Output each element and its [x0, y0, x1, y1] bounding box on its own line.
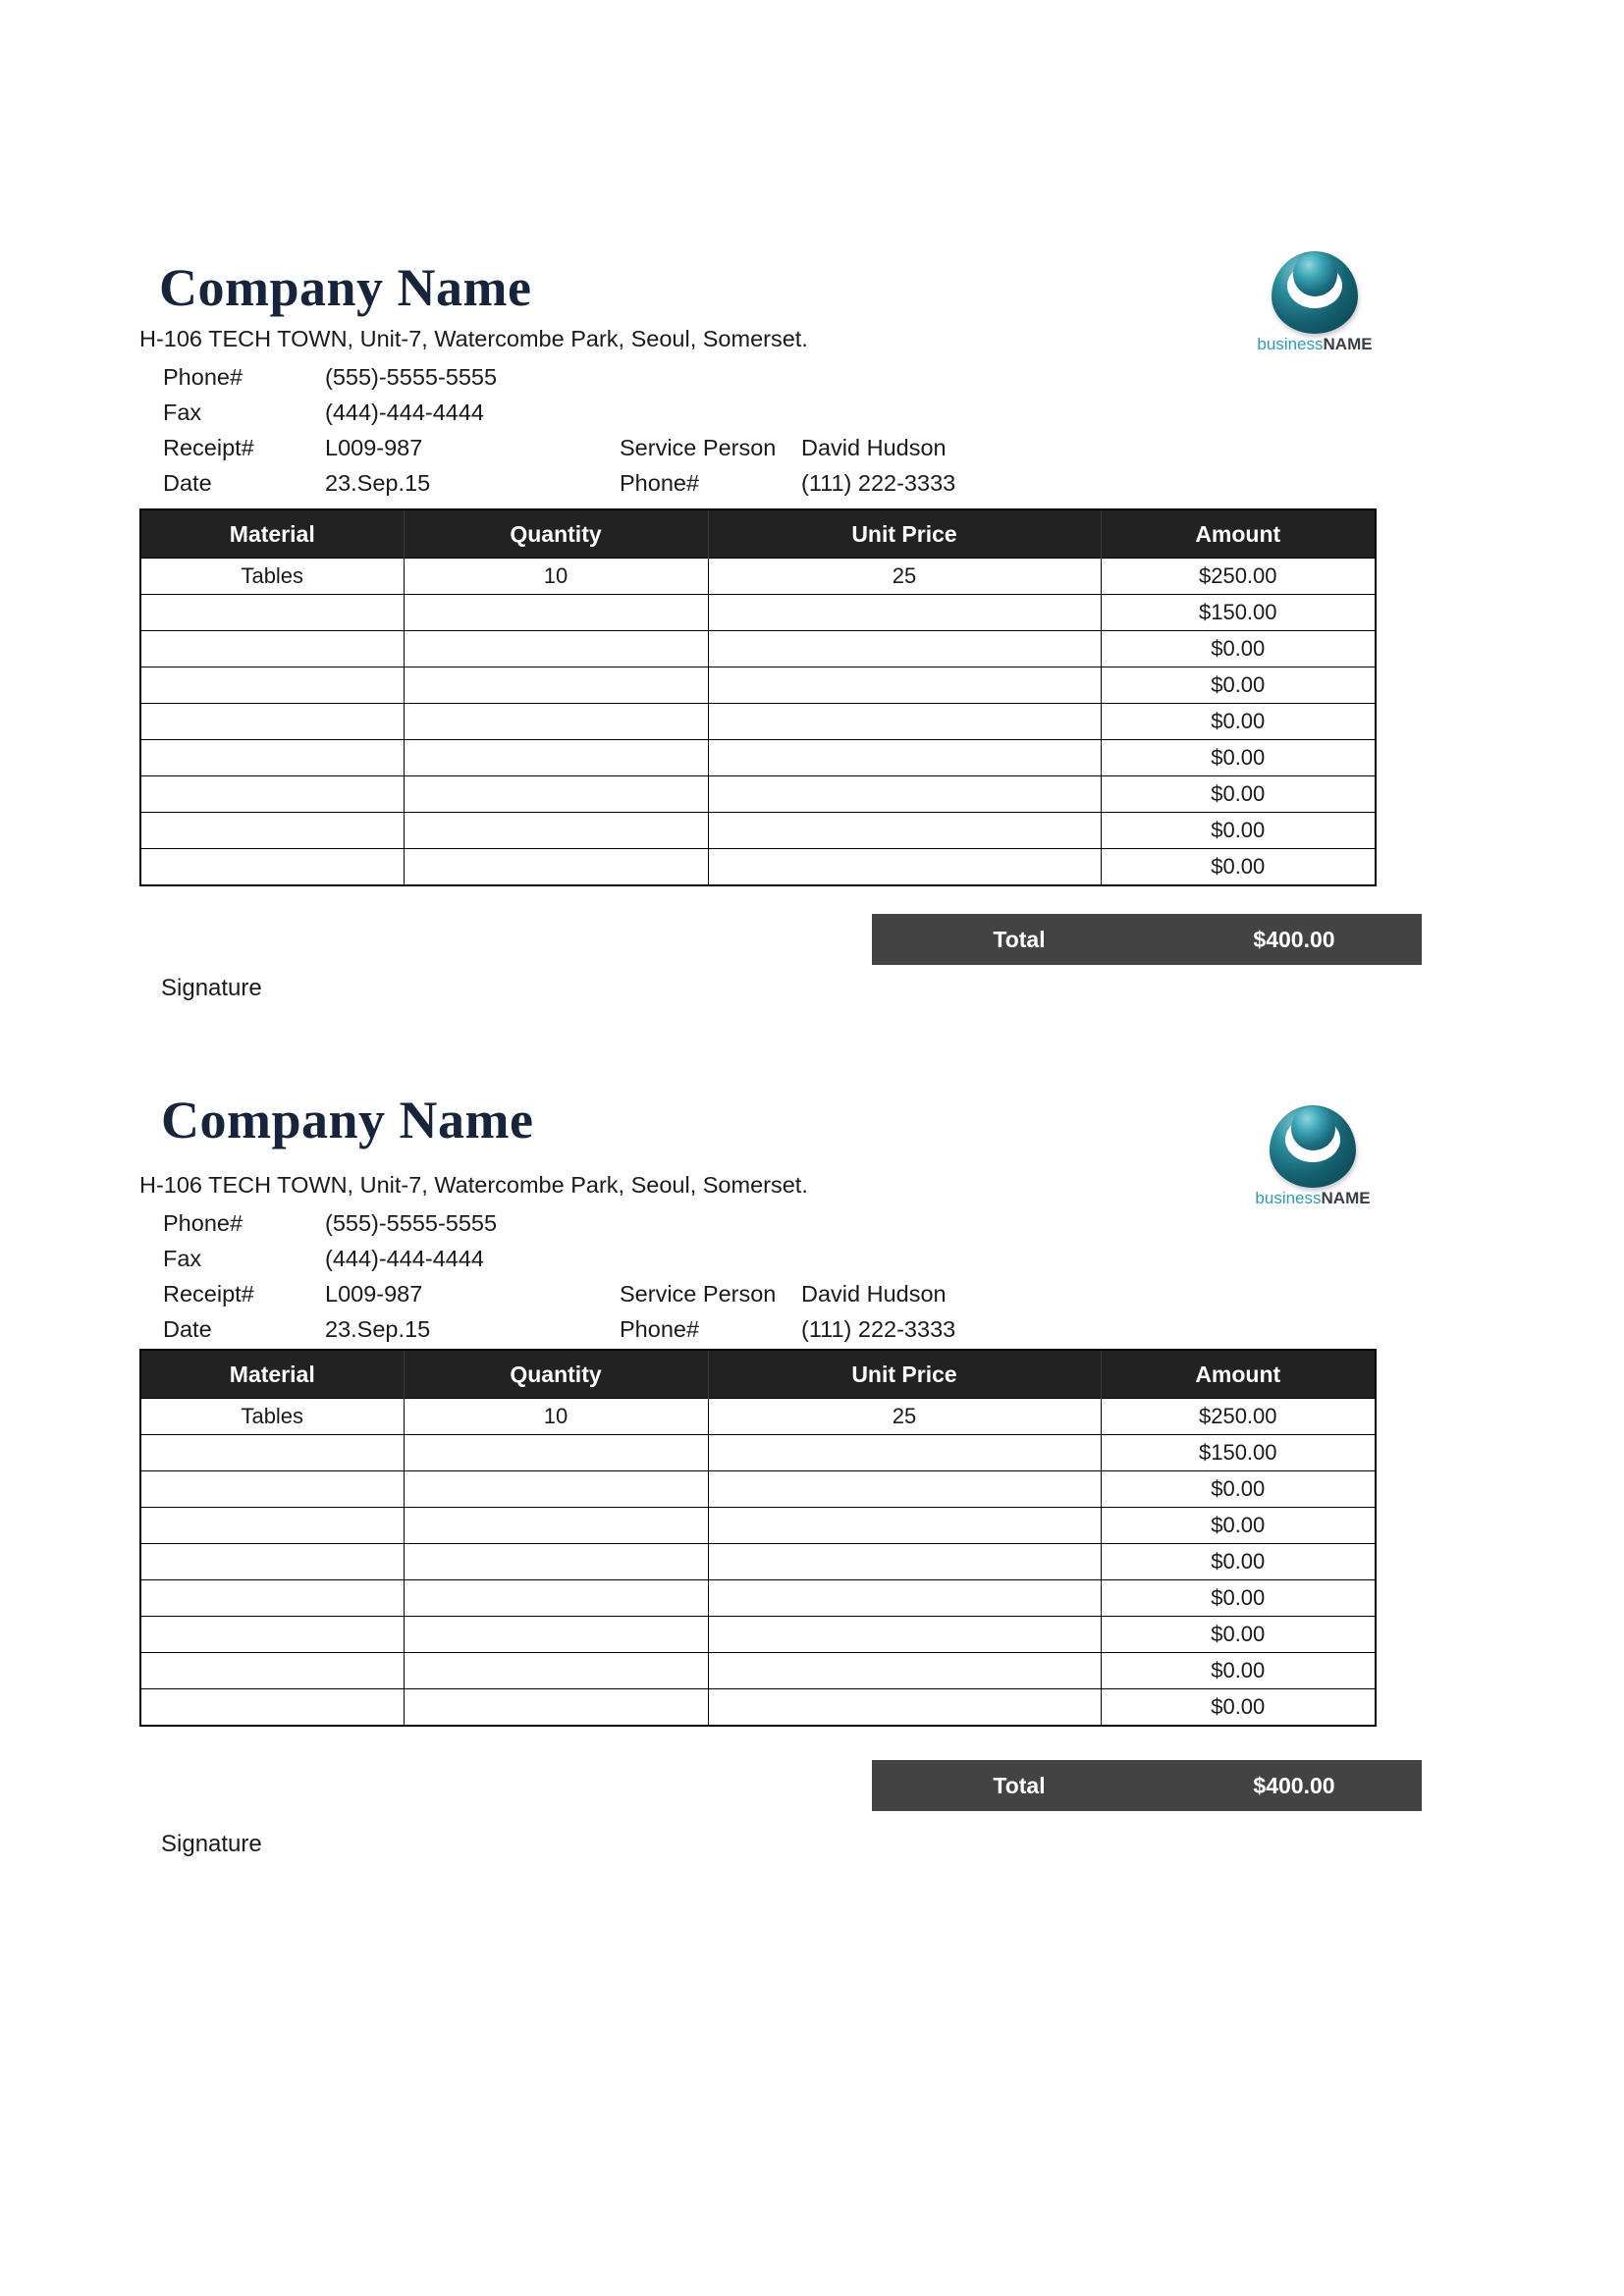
cell-unit-price[interactable]	[708, 595, 1101, 631]
signature-label: Signature	[161, 1831, 262, 1857]
cell-material[interactable]	[140, 813, 404, 849]
logo-text-secondary: NAME	[1323, 335, 1373, 353]
items-table	[139, 508, 1377, 886]
column-header-material: Material	[140, 1350, 404, 1399]
cell-unit-price[interactable]	[708, 1580, 1101, 1617]
column-header-unit-price: Unit Price	[708, 509, 1101, 559]
total-value: $400.00	[1253, 926, 1335, 952]
cell-quantity[interactable]	[404, 1471, 708, 1508]
cell-unit-price[interactable]	[708, 813, 1101, 849]
cell-unit-price[interactable]	[708, 1617, 1101, 1653]
table-row	[140, 667, 1376, 704]
receipt-footer	[139, 914, 1426, 1032]
cell-material[interactable]: Tables	[140, 1399, 404, 1435]
contact-info-grid	[139, 359, 1426, 501]
cell-amount: $0.00	[1101, 704, 1376, 740]
table-row	[140, 1580, 1376, 1617]
cell-material[interactable]	[140, 1508, 404, 1544]
cell-quantity[interactable]	[404, 740, 708, 776]
column-header-unit-price: Unit Price	[708, 1350, 1101, 1399]
business-name-logo	[1239, 1103, 1386, 1216]
cell-material[interactable]: Tables	[140, 559, 404, 595]
sphere-ring-icon	[1268, 249, 1362, 334]
total-bar	[872, 914, 1422, 965]
cell-amount: $0.00	[1101, 1508, 1376, 1544]
column-header-amount: Amount	[1101, 509, 1376, 559]
cell-amount: $0.00	[1101, 1617, 1376, 1653]
cell-quantity[interactable]	[404, 1508, 708, 1544]
phone-label: Phone#	[163, 1210, 244, 1236]
service-person-label: Service Person	[620, 435, 777, 460]
cell-unit-price[interactable]	[708, 849, 1101, 886]
service-phone-value: (111) 222-3333	[801, 1316, 956, 1342]
fax-label: Fax	[163, 1246, 202, 1271]
info-spacer-3	[620, 395, 801, 430]
cell-quantity[interactable]	[404, 1653, 708, 1689]
info-row-phone	[139, 359, 1426, 395]
sphere-ring-icon	[1266, 1103, 1360, 1188]
table-row	[140, 595, 1376, 631]
cell-quantity[interactable]	[404, 631, 708, 667]
cell-amount: $0.00	[1101, 776, 1376, 813]
receipt-number-value: L009-987	[325, 435, 423, 460]
service-person-value: David Hudson	[801, 435, 947, 460]
cell-amount: $0.00	[1101, 740, 1376, 776]
receipt-copy-2	[139, 1090, 1426, 1878]
cell-unit-price[interactable]	[708, 776, 1101, 813]
cell-amount: $0.00	[1101, 1653, 1376, 1689]
cell-amount: $0.00	[1101, 813, 1376, 849]
table-row	[140, 1399, 1376, 1435]
signature-label: Signature	[161, 975, 262, 1001]
cell-material[interactable]	[140, 1689, 404, 1727]
cell-amount: $0.00	[1101, 1471, 1376, 1508]
info-spacer-4	[801, 395, 1426, 430]
cell-material[interactable]	[140, 1435, 404, 1471]
date-value: 23.Sep.15	[325, 1316, 431, 1342]
logo-text-primary: business	[1257, 335, 1324, 353]
logo-wordmark	[1241, 335, 1388, 354]
cell-material[interactable]	[140, 849, 404, 886]
table-row	[140, 1653, 1376, 1689]
cell-unit-price[interactable]	[708, 740, 1101, 776]
cell-amount: $0.00	[1101, 849, 1376, 886]
cell-quantity[interactable]: 10	[404, 559, 708, 595]
column-header-amount: Amount	[1101, 1350, 1376, 1399]
items-table-header-row	[140, 509, 1376, 559]
table-row	[140, 631, 1376, 667]
cell-unit-price[interactable]: 25	[708, 559, 1101, 595]
service-person-value: David Hudson	[801, 1281, 947, 1307]
company-name-title: Company Name	[161, 1091, 534, 1149]
table-row	[140, 1471, 1376, 1508]
cell-quantity[interactable]	[404, 1435, 708, 1471]
cell-unit-price[interactable]	[708, 1653, 1101, 1689]
date-label: Date	[163, 470, 212, 496]
receipt-header	[139, 257, 1426, 501]
info-spacer-2	[801, 359, 1426, 395]
cell-material[interactable]	[140, 704, 404, 740]
service-phone-label: Phone#	[620, 470, 700, 496]
company-name-title: Company Name	[159, 258, 532, 317]
cell-quantity[interactable]	[404, 667, 708, 704]
total-label: Total	[993, 1772, 1046, 1798]
info-spacer-4	[801, 1241, 1426, 1276]
cell-quantity[interactable]	[404, 776, 708, 813]
cell-amount: $250.00	[1101, 559, 1376, 595]
phone-value: (555)-5555-5555	[325, 1210, 498, 1236]
info-spacer-1	[620, 1205, 801, 1241]
cell-amount: $250.00	[1101, 1399, 1376, 1435]
column-header-quantity: Quantity	[404, 1350, 708, 1399]
info-row-date	[139, 1311, 1426, 1347]
service-phone-value: (111) 222-3333	[801, 470, 956, 496]
cell-unit-price[interactable]	[708, 1471, 1101, 1508]
table-row	[140, 849, 1376, 886]
cell-quantity[interactable]	[404, 1617, 708, 1653]
table-row	[140, 1689, 1376, 1727]
cell-quantity[interactable]: 10	[404, 1399, 708, 1435]
cell-unit-price[interactable]	[708, 667, 1101, 704]
cell-material[interactable]	[140, 740, 404, 776]
table-row	[140, 776, 1376, 813]
cell-material[interactable]	[140, 631, 404, 667]
sphere-shape	[1293, 252, 1337, 296]
cell-material[interactable]	[140, 1617, 404, 1653]
total-label: Total	[993, 926, 1046, 952]
cell-material[interactable]	[140, 667, 404, 704]
cell-material[interactable]	[140, 1471, 404, 1508]
cell-amount: $0.00	[1101, 1544, 1376, 1580]
table-row	[140, 813, 1376, 849]
cell-amount: $0.00	[1101, 1580, 1376, 1617]
total-bar	[872, 1760, 1422, 1811]
phone-value: (555)-5555-5555	[325, 364, 498, 390]
info-row-fax	[139, 395, 1426, 430]
cell-amount: $150.00	[1101, 1435, 1376, 1471]
cell-quantity[interactable]	[404, 1544, 708, 1580]
column-header-quantity: Quantity	[404, 509, 708, 559]
info-spacer-3	[620, 1241, 801, 1276]
cell-amount: $0.00	[1101, 631, 1376, 667]
receipt-copy-1	[139, 257, 1426, 1032]
phone-label: Phone#	[163, 364, 244, 390]
cell-quantity[interactable]	[404, 595, 708, 631]
info-row-date	[139, 465, 1426, 501]
table-row	[140, 704, 1376, 740]
info-spacer-1	[620, 359, 801, 395]
logo-text-primary: business	[1255, 1189, 1322, 1207]
fax-value: (444)-444-4444	[325, 400, 484, 425]
info-row-receipt	[139, 1276, 1426, 1311]
cell-unit-price[interactable]	[708, 1435, 1101, 1471]
cell-material[interactable]	[140, 1653, 404, 1689]
table-row	[140, 559, 1376, 595]
column-header-material: Material	[140, 509, 404, 559]
date-value: 23.Sep.15	[325, 470, 431, 496]
items-table-header-row	[140, 1350, 1376, 1399]
info-row-receipt	[139, 430, 1426, 465]
cell-quantity[interactable]	[404, 849, 708, 886]
receipt-header	[139, 1090, 1426, 1347]
cell-material[interactable]	[140, 595, 404, 631]
cell-unit-price[interactable]	[708, 1689, 1101, 1727]
total-value: $400.00	[1253, 1772, 1335, 1798]
cell-unit-price[interactable]: 25	[708, 1399, 1101, 1435]
cell-material[interactable]	[140, 1544, 404, 1580]
date-label: Date	[163, 1316, 212, 1342]
fax-label: Fax	[163, 400, 202, 425]
receipt-footer	[139, 1760, 1426, 1878]
service-person-label: Service Person	[620, 1281, 777, 1307]
receipt-number-value: L009-987	[325, 1281, 423, 1307]
items-table	[139, 1349, 1377, 1727]
table-row	[140, 1544, 1376, 1580]
service-phone-label: Phone#	[620, 1316, 700, 1342]
cell-quantity[interactable]	[404, 813, 708, 849]
table-row	[140, 1617, 1376, 1653]
business-name-logo	[1241, 249, 1388, 362]
logo-text-secondary: NAME	[1321, 1189, 1371, 1207]
items-table-body	[140, 559, 1376, 886]
cell-unit-price[interactable]	[708, 631, 1101, 667]
cell-amount: $0.00	[1101, 667, 1376, 704]
table-row	[140, 1435, 1376, 1471]
info-row-phone	[139, 1205, 1426, 1241]
receipt-number-label: Receipt#	[163, 435, 254, 460]
logo-wordmark	[1239, 1189, 1386, 1208]
company-address: H-106 TECH TOWN, Unit-7, Watercombe Park, Seoul, Somerset.	[139, 1172, 808, 1198]
cell-unit-price[interactable]	[708, 1544, 1101, 1580]
cell-quantity[interactable]	[404, 1689, 708, 1727]
contact-info-grid	[139, 1205, 1426, 1347]
cell-amount: $150.00	[1101, 595, 1376, 631]
table-row	[140, 740, 1376, 776]
cell-unit-price[interactable]	[708, 704, 1101, 740]
company-address: H-106 TECH TOWN, Unit-7, Watercombe Park, Seoul, Somerset.	[139, 326, 808, 351]
info-row-fax	[139, 1241, 1426, 1276]
receipt-number-label: Receipt#	[163, 1281, 254, 1307]
table-row	[140, 1508, 1376, 1544]
sphere-shape	[1291, 1106, 1335, 1150]
cell-unit-price[interactable]	[708, 1508, 1101, 1544]
cell-quantity[interactable]	[404, 1580, 708, 1617]
items-table-body	[140, 1399, 1376, 1727]
cell-quantity[interactable]	[404, 704, 708, 740]
fax-value: (444)-444-4444	[325, 1246, 484, 1271]
cell-material[interactable]	[140, 776, 404, 813]
cell-material[interactable]	[140, 1580, 404, 1617]
cell-amount: $0.00	[1101, 1689, 1376, 1727]
